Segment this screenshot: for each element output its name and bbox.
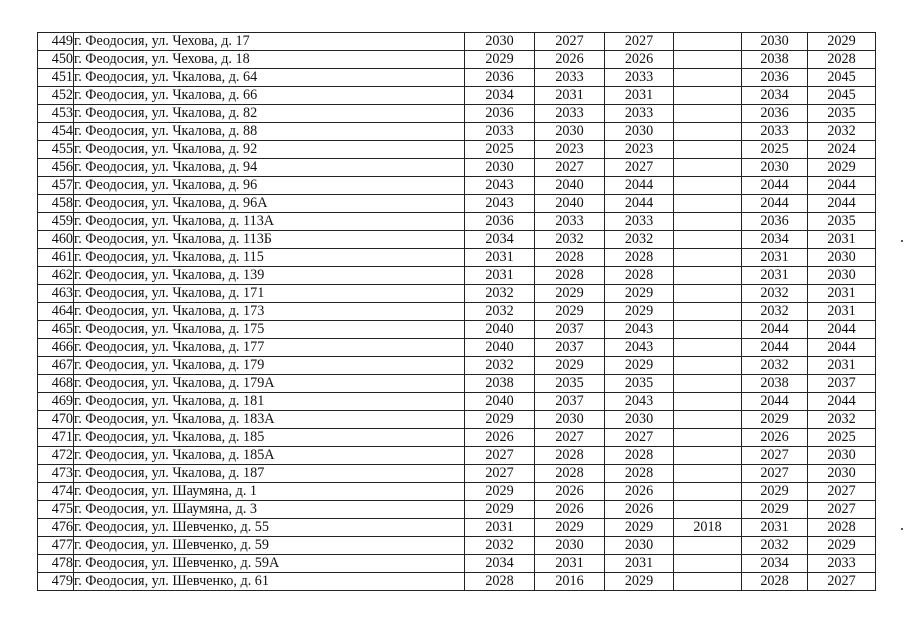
year-cell-4 <box>674 195 742 213</box>
year-cell-2: 2040 <box>535 195 605 213</box>
row-number-cell: 469 <box>38 393 74 411</box>
address-cell: г. Феодосия, ул. Чкалова, д. 185А <box>74 447 465 465</box>
year-cell-6: 2031 <box>808 231 876 249</box>
table-row <box>38 249 876 267</box>
row-number-cell: 457 <box>38 177 74 195</box>
table-row <box>38 321 876 339</box>
table-row <box>38 33 876 51</box>
year-cell-1: 2032 <box>465 357 535 375</box>
year-cell-2: 2027 <box>535 33 605 51</box>
year-cell-3: 2028 <box>605 465 674 483</box>
year-cell-4 <box>674 51 742 69</box>
year-cell-2: 2016 <box>535 573 605 591</box>
address-cell: г. Феодосия, ул. Шаумяна, д. 1 <box>74 483 465 501</box>
year-cell-2: 2030 <box>535 123 605 141</box>
address-cell: г. Феодосия, ул. Чкалова, д. 113Б <box>74 231 465 249</box>
year-cell-6: 2044 <box>808 321 876 339</box>
year-cell-4 <box>674 555 742 573</box>
row-number-cell: 452 <box>38 87 74 105</box>
year-cell-2: 2037 <box>535 339 605 357</box>
year-cell-4 <box>674 321 742 339</box>
year-cell-4 <box>674 411 742 429</box>
year-cell-3: 2044 <box>605 195 674 213</box>
year-cell-5: 2034 <box>742 231 808 249</box>
year-cell-5: 2027 <box>742 465 808 483</box>
year-cell-5: 2030 <box>742 33 808 51</box>
year-cell-2: 2028 <box>535 249 605 267</box>
year-cell-1: 2040 <box>465 393 535 411</box>
row-number-cell: 449 <box>38 33 74 51</box>
row-number-cell: 471 <box>38 429 74 447</box>
row-number-cell: 474 <box>38 483 74 501</box>
row-number-cell: 467 <box>38 357 74 375</box>
table-row <box>38 429 876 447</box>
year-cell-5: 2029 <box>742 501 808 519</box>
year-cell-6: 2045 <box>808 87 876 105</box>
table-row <box>38 411 876 429</box>
year-cell-1: 2032 <box>465 303 535 321</box>
year-cell-4 <box>674 501 742 519</box>
year-cell-6: 2028 <box>808 51 876 69</box>
year-cell-5: 2033 <box>742 123 808 141</box>
year-cell-1: 2036 <box>465 69 535 87</box>
year-cell-1: 2040 <box>465 339 535 357</box>
year-cell-5: 2026 <box>742 429 808 447</box>
year-cell-2: 2040 <box>535 177 605 195</box>
year-cell-1: 2027 <box>465 447 535 465</box>
year-cell-3: 2031 <box>605 87 674 105</box>
table-row <box>38 483 876 501</box>
year-cell-4 <box>674 285 742 303</box>
year-cell-4 <box>674 429 742 447</box>
year-cell-1: 2030 <box>465 159 535 177</box>
year-cell-6: 2027 <box>808 573 876 591</box>
year-cell-1: 2034 <box>465 87 535 105</box>
year-cell-4 <box>674 375 742 393</box>
table-row <box>38 573 876 591</box>
table-row <box>38 105 876 123</box>
table-row <box>38 501 876 519</box>
table-row <box>38 519 876 537</box>
address-cell: г. Феодосия, ул. Чкалова, д. 94 <box>74 159 465 177</box>
table-body <box>38 33 876 591</box>
year-cell-6: 2044 <box>808 177 876 195</box>
year-cell-3: 2028 <box>605 249 674 267</box>
year-cell-1: 2033 <box>465 123 535 141</box>
table-row <box>38 87 876 105</box>
year-cell-3: 2027 <box>605 429 674 447</box>
address-cell: г. Феодосия, ул. Чкалова, д. 82 <box>74 105 465 123</box>
table-row <box>38 303 876 321</box>
year-cell-4 <box>674 177 742 195</box>
address-cell: г. Феодосия, ул. Чкалова, д. 96А <box>74 195 465 213</box>
row-number-cell: 477 <box>38 537 74 555</box>
table-row <box>38 447 876 465</box>
document-page <box>37 32 875 591</box>
year-cell-5: 2044 <box>742 339 808 357</box>
table-row <box>38 555 876 573</box>
table-row <box>38 123 876 141</box>
address-cell: г. Феодосия, ул. Чкалова, д. 175 <box>74 321 465 339</box>
year-cell-5: 2032 <box>742 357 808 375</box>
address-cell: г. Феодосия, ул. Чкалова, д. 173 <box>74 303 465 321</box>
table-row <box>38 177 876 195</box>
year-cell-3: 2028 <box>605 267 674 285</box>
address-cell: г. Феодосия, ул. Чкалова, д. 115 <box>74 249 465 267</box>
year-cell-4 <box>674 159 742 177</box>
year-cell-6: 2031 <box>808 285 876 303</box>
year-cell-3: 2029 <box>605 357 674 375</box>
year-cell-6: 2027 <box>808 483 876 501</box>
year-cell-4 <box>674 357 742 375</box>
year-cell-2: 2027 <box>535 429 605 447</box>
year-cell-5: 2034 <box>742 555 808 573</box>
year-cell-6: 2035 <box>808 213 876 231</box>
year-cell-3: 2029 <box>605 285 674 303</box>
year-cell-3: 2030 <box>605 537 674 555</box>
year-cell-3: 2033 <box>605 69 674 87</box>
row-number-cell: 459 <box>38 213 74 231</box>
year-cell-3: 2027 <box>605 33 674 51</box>
year-cell-4 <box>674 69 742 87</box>
year-cell-6: 2031 <box>808 357 876 375</box>
year-cell-6: 2030 <box>808 465 876 483</box>
year-cell-5: 2027 <box>742 447 808 465</box>
year-cell-6: 2044 <box>808 339 876 357</box>
year-cell-6: 2030 <box>808 447 876 465</box>
table-row <box>38 267 876 285</box>
address-cell: г. Феодосия, ул. Чкалова, д. 183А <box>74 411 465 429</box>
table-row <box>38 357 876 375</box>
year-cell-6: 2037 <box>808 375 876 393</box>
year-cell-4 <box>674 105 742 123</box>
address-cell: г. Феодосия, ул. Чкалова, д. 179 <box>74 357 465 375</box>
row-number-cell: 453 <box>38 105 74 123</box>
year-cell-3: 2032 <box>605 231 674 249</box>
year-cell-2: 2030 <box>535 411 605 429</box>
row-number-cell: 466 <box>38 339 74 357</box>
address-cell: г. Феодосия, ул. Шевченко, д. 59А <box>74 555 465 573</box>
year-cell-5: 2036 <box>742 105 808 123</box>
year-cell-1: 2029 <box>465 483 535 501</box>
year-cell-1: 2029 <box>465 51 535 69</box>
year-cell-1: 2025 <box>465 141 535 159</box>
year-cell-5: 2032 <box>742 537 808 555</box>
row-number-cell: 476 <box>38 519 74 537</box>
year-cell-1: 2043 <box>465 195 535 213</box>
year-cell-4 <box>674 141 742 159</box>
year-cell-5: 2031 <box>742 267 808 285</box>
address-cell: г. Феодосия, ул. Чкалова, д. 64 <box>74 69 465 87</box>
year-cell-2: 2031 <box>535 555 605 573</box>
year-cell-2: 2028 <box>535 465 605 483</box>
year-cell-5: 2029 <box>742 411 808 429</box>
address-cell: г. Феодосия, ул. Чкалова, д. 113А <box>74 213 465 231</box>
address-cell: г. Феодосия, ул. Чкалова, д. 181 <box>74 393 465 411</box>
year-cell-3: 2029 <box>605 519 674 537</box>
year-cell-2: 2028 <box>535 447 605 465</box>
year-cell-6: 2032 <box>808 123 876 141</box>
year-cell-4 <box>674 393 742 411</box>
year-cell-4 <box>674 231 742 249</box>
year-cell-2: 2026 <box>535 483 605 501</box>
year-cell-4 <box>674 303 742 321</box>
year-cell-1: 2036 <box>465 213 535 231</box>
year-cell-2: 2029 <box>535 357 605 375</box>
year-cell-5: 2036 <box>742 213 808 231</box>
year-cell-3: 2043 <box>605 321 674 339</box>
year-cell-3: 2027 <box>605 159 674 177</box>
table-row <box>38 213 876 231</box>
table-row <box>38 465 876 483</box>
year-cell-2: 2029 <box>535 519 605 537</box>
year-cell-5: 2044 <box>742 195 808 213</box>
row-number-cell: 473 <box>38 465 74 483</box>
year-cell-6: 2029 <box>808 33 876 51</box>
year-cell-2: 2037 <box>535 321 605 339</box>
year-cell-4 <box>674 465 742 483</box>
year-cell-3: 2026 <box>605 483 674 501</box>
year-cell-4 <box>674 267 742 285</box>
year-cell-5: 2044 <box>742 393 808 411</box>
year-cell-2: 2027 <box>535 159 605 177</box>
year-cell-1: 2036 <box>465 105 535 123</box>
year-cell-3: 2044 <box>605 177 674 195</box>
address-cell: г. Феодосия, ул. Шевченко, д. 61 <box>74 573 465 591</box>
year-cell-5: 2032 <box>742 303 808 321</box>
year-cell-6: 2044 <box>808 195 876 213</box>
year-cell-6: 2035 <box>808 105 876 123</box>
row-number-cell: 463 <box>38 285 74 303</box>
year-cell-1: 2026 <box>465 429 535 447</box>
year-cell-2: 2035 <box>535 375 605 393</box>
row-number-cell: 465 <box>38 321 74 339</box>
year-cell-1: 2032 <box>465 285 535 303</box>
margin-dot <box>901 240 903 242</box>
table-row <box>38 231 876 249</box>
year-cell-4 <box>674 573 742 591</box>
address-cell: г. Феодосия, ул. Шаумяна, д. 3 <box>74 501 465 519</box>
address-cell: г. Феодосия, ул. Чкалова, д. 187 <box>74 465 465 483</box>
row-number-cell: 468 <box>38 375 74 393</box>
year-cell-2: 2032 <box>535 231 605 249</box>
year-cell-3: 2035 <box>605 375 674 393</box>
year-cell-5: 2030 <box>742 159 808 177</box>
houses-table <box>37 32 876 591</box>
year-cell-1: 2030 <box>465 33 535 51</box>
year-cell-1: 2029 <box>465 501 535 519</box>
year-cell-3: 2031 <box>605 555 674 573</box>
year-cell-6: 2030 <box>808 249 876 267</box>
year-cell-3: 2029 <box>605 303 674 321</box>
year-cell-1: 2031 <box>465 267 535 285</box>
address-cell: г. Феодосия, ул. Чкалова, д. 92 <box>74 141 465 159</box>
year-cell-6: 2031 <box>808 303 876 321</box>
year-cell-5: 2038 <box>742 375 808 393</box>
row-number-cell: 461 <box>38 249 74 267</box>
year-cell-3: 2030 <box>605 123 674 141</box>
year-cell-5: 2034 <box>742 87 808 105</box>
year-cell-5: 2028 <box>742 573 808 591</box>
table-row <box>38 69 876 87</box>
year-cell-4 <box>674 123 742 141</box>
address-cell: г. Феодосия, ул. Шевченко, д. 59 <box>74 537 465 555</box>
table-row <box>38 141 876 159</box>
row-number-cell: 450 <box>38 51 74 69</box>
year-cell-3: 2033 <box>605 213 674 231</box>
year-cell-4 <box>674 483 742 501</box>
year-cell-6: 2029 <box>808 159 876 177</box>
row-number-cell: 479 <box>38 573 74 591</box>
table-row <box>38 159 876 177</box>
address-cell: г. Феодосия, ул. Чкалова, д. 66 <box>74 87 465 105</box>
year-cell-3: 2043 <box>605 393 674 411</box>
year-cell-4 <box>674 213 742 231</box>
year-cell-6: 2024 <box>808 141 876 159</box>
year-cell-6: 2045 <box>808 69 876 87</box>
year-cell-1: 2029 <box>465 411 535 429</box>
year-cell-1: 2027 <box>465 465 535 483</box>
year-cell-2: 2030 <box>535 537 605 555</box>
year-cell-5: 2031 <box>742 249 808 267</box>
year-cell-1: 2038 <box>465 375 535 393</box>
table-row <box>38 195 876 213</box>
year-cell-3: 2028 <box>605 447 674 465</box>
year-cell-2: 2028 <box>535 267 605 285</box>
row-number-cell: 472 <box>38 447 74 465</box>
year-cell-5: 2031 <box>742 519 808 537</box>
address-cell: г. Феодосия, ул. Чкалова, д. 171 <box>74 285 465 303</box>
year-cell-4 <box>674 33 742 51</box>
address-cell: г. Феодосия, ул. Чкалова, д. 96 <box>74 177 465 195</box>
address-cell: г. Феодосия, ул. Чкалова, д. 177 <box>74 339 465 357</box>
year-cell-2: 2029 <box>535 285 605 303</box>
year-cell-1: 2032 <box>465 537 535 555</box>
address-cell: г. Феодосия, ул. Чкалова, д. 185 <box>74 429 465 447</box>
year-cell-2: 2033 <box>535 105 605 123</box>
year-cell-2: 2033 <box>535 213 605 231</box>
address-cell: г. Феодосия, ул. Шевченко, д. 55 <box>74 519 465 537</box>
year-cell-5: 2025 <box>742 141 808 159</box>
year-cell-6: 2027 <box>808 501 876 519</box>
year-cell-2: 2029 <box>535 303 605 321</box>
year-cell-1: 2028 <box>465 573 535 591</box>
year-cell-6: 2032 <box>808 411 876 429</box>
address-cell: г. Феодосия, ул. Чехова, д. 17 <box>74 33 465 51</box>
year-cell-4: 2018 <box>674 519 742 537</box>
year-cell-3: 2030 <box>605 411 674 429</box>
year-cell-3: 2026 <box>605 501 674 519</box>
year-cell-1: 2031 <box>465 519 535 537</box>
year-cell-1: 2031 <box>465 249 535 267</box>
year-cell-5: 2044 <box>742 177 808 195</box>
address-cell: г. Феодосия, ул. Чехова, д. 18 <box>74 51 465 69</box>
table-row <box>38 375 876 393</box>
year-cell-3: 2029 <box>605 573 674 591</box>
year-cell-5: 2038 <box>742 51 808 69</box>
year-cell-1: 2043 <box>465 177 535 195</box>
year-cell-1: 2034 <box>465 555 535 573</box>
year-cell-2: 2023 <box>535 141 605 159</box>
row-number-cell: 462 <box>38 267 74 285</box>
row-number-cell: 470 <box>38 411 74 429</box>
year-cell-6: 2030 <box>808 267 876 285</box>
year-cell-6: 2028 <box>808 519 876 537</box>
row-number-cell: 458 <box>38 195 74 213</box>
address-cell: г. Феодосия, ул. Чкалова, д. 88 <box>74 123 465 141</box>
row-number-cell: 456 <box>38 159 74 177</box>
year-cell-2: 2031 <box>535 87 605 105</box>
year-cell-6: 2025 <box>808 429 876 447</box>
year-cell-4 <box>674 447 742 465</box>
year-cell-4 <box>674 87 742 105</box>
year-cell-5: 2032 <box>742 285 808 303</box>
table-row <box>38 393 876 411</box>
year-cell-6: 2044 <box>808 393 876 411</box>
row-number-cell: 475 <box>38 501 74 519</box>
year-cell-4 <box>674 537 742 555</box>
year-cell-2: 2026 <box>535 501 605 519</box>
row-number-cell: 455 <box>38 141 74 159</box>
row-number-cell: 454 <box>38 123 74 141</box>
year-cell-3: 2023 <box>605 141 674 159</box>
address-cell: г. Феодосия, ул. Чкалова, д. 179А <box>74 375 465 393</box>
row-number-cell: 464 <box>38 303 74 321</box>
year-cell-1: 2034 <box>465 231 535 249</box>
year-cell-3: 2033 <box>605 105 674 123</box>
year-cell-5: 2044 <box>742 321 808 339</box>
table-row <box>38 537 876 555</box>
table-row <box>38 285 876 303</box>
year-cell-6: 2033 <box>808 555 876 573</box>
year-cell-4 <box>674 249 742 267</box>
row-number-cell: 478 <box>38 555 74 573</box>
row-number-cell: 451 <box>38 69 74 87</box>
year-cell-5: 2036 <box>742 69 808 87</box>
year-cell-5: 2029 <box>742 483 808 501</box>
year-cell-3: 2043 <box>605 339 674 357</box>
year-cell-1: 2040 <box>465 321 535 339</box>
year-cell-2: 2033 <box>535 69 605 87</box>
margin-dot <box>901 528 903 530</box>
year-cell-4 <box>674 339 742 357</box>
table-row <box>38 339 876 357</box>
year-cell-2: 2026 <box>535 51 605 69</box>
address-cell: г. Феодосия, ул. Чкалова, д. 139 <box>74 267 465 285</box>
row-number-cell: 460 <box>38 231 74 249</box>
year-cell-2: 2037 <box>535 393 605 411</box>
year-cell-6: 2029 <box>808 537 876 555</box>
table-row <box>38 51 876 69</box>
year-cell-3: 2026 <box>605 51 674 69</box>
